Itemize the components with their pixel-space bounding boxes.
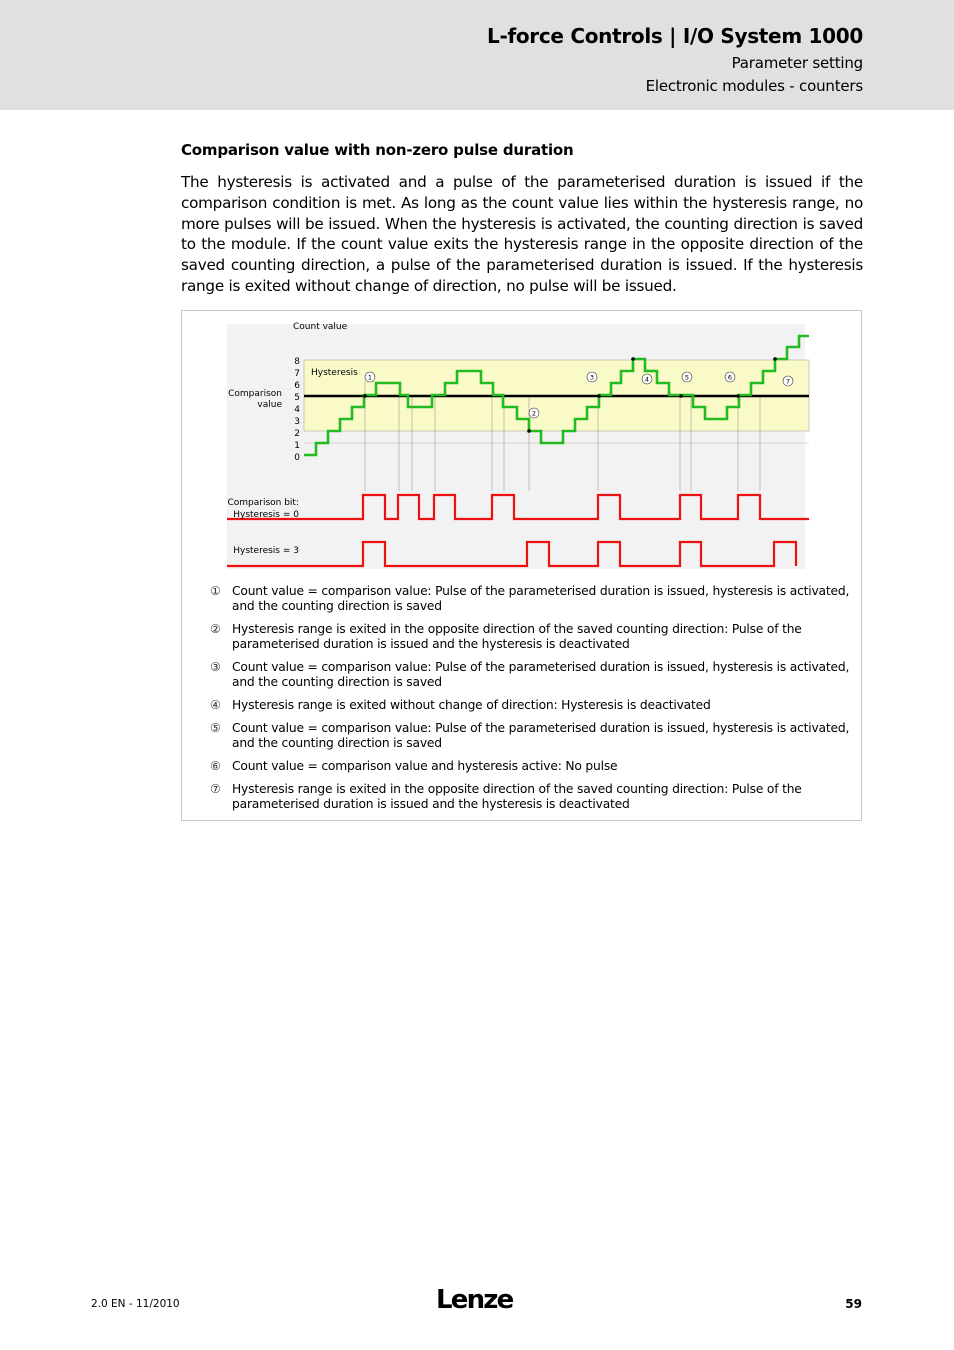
y-tick-label: 8 — [294, 357, 300, 367]
event-marker-label: 7 — [785, 377, 791, 386]
legend-note-5 — [210, 721, 860, 751]
legend-note-number: ⑥ — [210, 759, 221, 773]
legend-notes — [210, 584, 860, 820]
legend-note-2 — [210, 622, 860, 652]
y-tick-label: 3 — [294, 417, 300, 427]
legend-note-text: Hysteresis range is exited in the opposite direction of the saved counting direction: Pulse of the parameterised duration is issued and the hysteresis is deactivated — [232, 782, 802, 811]
legend-note-6 — [210, 759, 860, 774]
y-tick-label: 7 — [294, 369, 300, 379]
comparison-label-line1: Comparison — [228, 389, 282, 399]
section-title: Comparison value with non-zero pulse duration — [181, 141, 574, 159]
legend-note-number: ④ — [210, 698, 221, 712]
y-tick-label: 4 — [294, 405, 300, 415]
legend-note-4 — [210, 698, 860, 713]
legend-note-text: Count value = comparison value: Pulse of the parameterised duration is issued, hysteresis is activated, and the counting direction is saved — [232, 584, 850, 613]
legend-note-text: Hysteresis range is exited in the opposite direction of the saved counting direction: Pulse of the parameterised duration is issued and the hysteresis is deactivated — [232, 622, 802, 651]
event-dot — [363, 394, 367, 398]
event-dot — [773, 357, 777, 361]
y-tick-label: 2 — [294, 429, 300, 439]
comparison-label-line2: value — [257, 400, 282, 410]
intro-paragraph: The hysteresis is activated and a pulse of the parameterised duration is issued if the comparison condition is met. As long as the count value lies within the hysteresis range, no more pulses will be issued. When the hysteresis is activated, the counting direction is saved to the module. If the count value exits the hysteresis range in the opposite direction of the saved counting direction, a pulse of the parameterised duration is issued. If the hysteresis range is exited without change of direction, no pulse will be issued. — [181, 173, 863, 295]
legend-note-3 — [210, 660, 860, 690]
legend-note-1 — [210, 584, 860, 614]
event-dot — [679, 394, 683, 398]
header-subtitle-section: Electronic modules - counters — [645, 77, 863, 95]
event-dot — [527, 429, 531, 433]
legend-note-number: ⑦ — [210, 782, 221, 796]
event-dot — [736, 394, 740, 398]
hysteresis-0-label: Hysteresis = 0 — [233, 510, 299, 520]
event-marker-label: 6 — [727, 373, 733, 382]
event-marker-label: 4 — [644, 375, 650, 384]
event-dot — [631, 357, 635, 361]
event-marker-label: 2 — [531, 409, 537, 418]
legend-note-7 — [210, 782, 860, 812]
legend-note-text: Count value = comparison value: Pulse of the parameterised duration is issued, hysteresis is activated, and the counting direction is saved — [232, 721, 850, 750]
y-tick-label: 5 — [294, 393, 300, 403]
event-marker-label: 3 — [589, 373, 595, 382]
page-number: 59 — [845, 1297, 862, 1311]
legend-note-number: ⑤ — [210, 721, 221, 735]
legend-note-text: Count value = comparison value: Pulse of the parameterised duration is issued, hysteresis is activated, and the counting direction is saved — [232, 660, 850, 689]
event-marker-label: 1 — [367, 373, 373, 382]
y-tick-label: 6 — [294, 381, 300, 391]
hysteresis-3-label: Hysteresis = 3 — [233, 546, 299, 556]
legend-note-text: Count value = comparison value and hysteresis active: No pulse — [232, 759, 618, 773]
y-axis-ticks — [294, 357, 300, 463]
hysteresis-timing-diagram — [182, 311, 861, 581]
event-marker-label: 5 — [684, 373, 690, 382]
count-value-label: Count value — [293, 322, 348, 332]
legend-note-number: ② — [210, 622, 221, 636]
y-tick-label: 1 — [294, 441, 300, 451]
header-subtitle-chapter: Parameter setting — [731, 54, 863, 72]
footer-version: 2.0 EN - 11/2010 — [91, 1298, 180, 1310]
comparison-bit-label: Comparison bit: — [227, 498, 299, 508]
page-header-title: L-force Controls | I/O System 1000 — [487, 24, 863, 48]
event-dot — [597, 394, 601, 398]
legend-note-number: ③ — [210, 660, 221, 674]
legend-note-number: ① — [210, 584, 221, 598]
y-tick-label: 0 — [294, 453, 300, 463]
legend-note-text: Hysteresis range is exited without change of direction: Hysteresis is deactivated — [232, 698, 711, 712]
lenze-logo: Lenze — [436, 1285, 513, 1315]
hysteresis-label: Hysteresis — [311, 368, 358, 378]
